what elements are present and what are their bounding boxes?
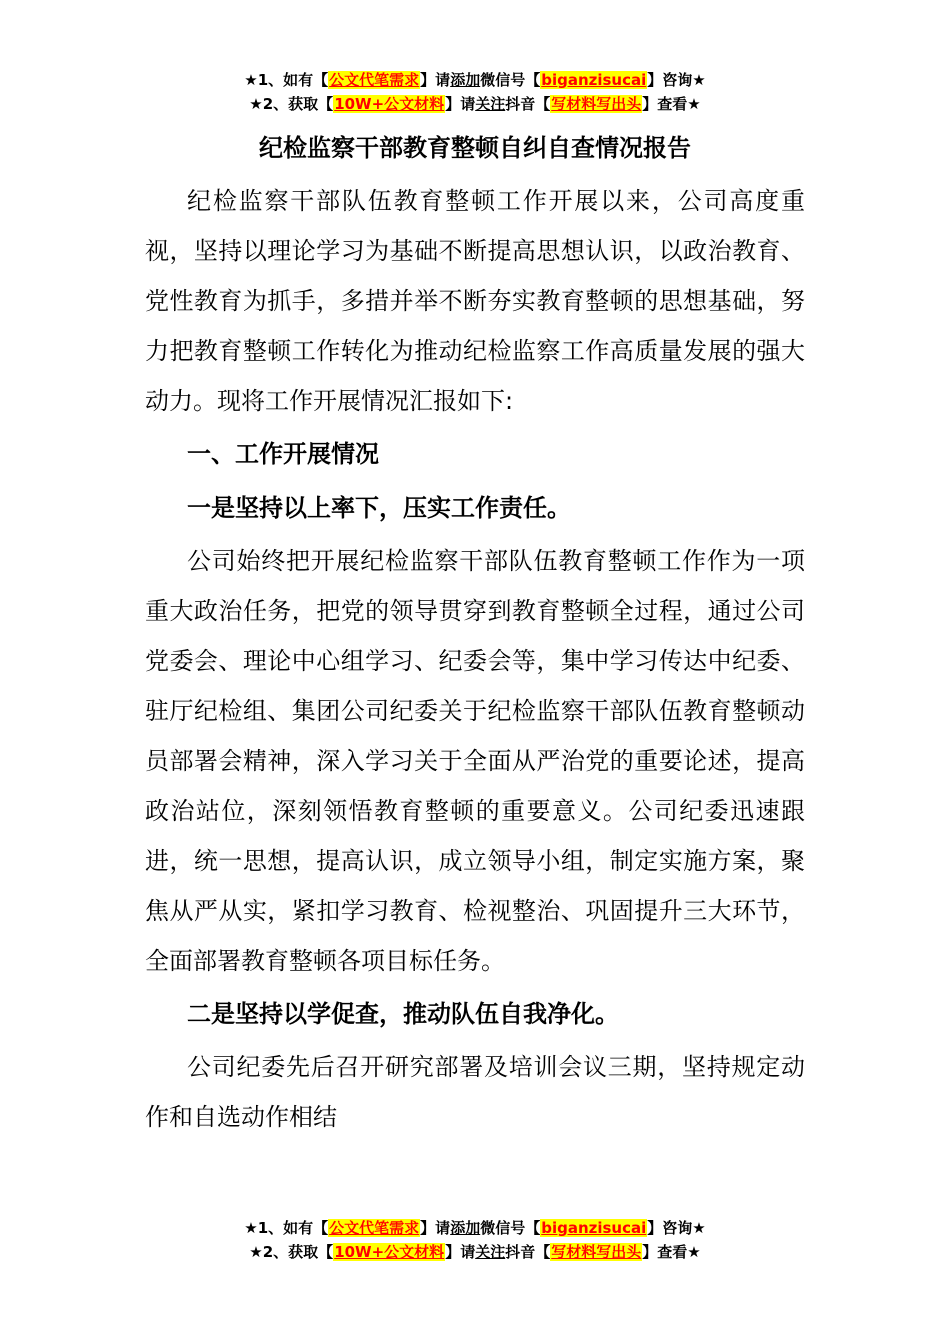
promo-line-2: ★2、获取【10W+公文材料】请关注抖音【写材料写出头】查看★ [249, 95, 701, 113]
body-paragraph: 公司纪委先后召开研究部署及培训会议三期，坚持规定动作和自选动作相结 [145, 1053, 805, 1131]
promo-line-2: ★2、获取【10W+公文材料】请关注抖音【写材料写出头】查看★ [249, 1243, 701, 1261]
intro-paragraph: 纪检监察干部队伍教育整顿工作开展以来，公司高度重视，坚持以理论学习为基础不断提高思想认识，以政治教育、党性教育为抓手，多措并举不断夯实教育整顿的思想基础，努力把教育整顿工作转化为推动纪检监察工作高质量发展的强大动力。现将工作开展情况汇报如下: [145, 187, 805, 415]
promo-banner-bottom [0, 1216, 950, 1264]
promo-line-1: ★1、如有【公文代笔需求】请添加微信号【biganzisucai】咨询★ [244, 71, 706, 89]
promo-highlight: 公文代笔需求 [329, 1219, 420, 1237]
promo-highlight: 10W+公文材料 [334, 1243, 445, 1261]
subsection-heading: 一是坚持以上率下，压实工作责任。 [187, 494, 571, 522]
douyin-account-highlight: 写材料写出头 [551, 1243, 642, 1261]
promo-line-1: ★1、如有【公文代笔需求】请添加微信号【biganzisucai】咨询★ [244, 1219, 706, 1237]
document-title: 纪检监察干部教育整顿自纠自查情况报告 [259, 134, 691, 162]
document-body [145, 176, 805, 1142]
promo-banner-top [0, 68, 950, 116]
subsection-heading: 二是坚持以学促查，推动队伍自我净化。 [187, 1000, 619, 1028]
promo-highlight: 公文代笔需求 [329, 71, 420, 89]
body-paragraph: 公司始终把开展纪检监察干部队伍教育整顿工作作为一项重大政治任务，把党的领导贯穿到教育整顿全过程，通过公司党委会、理论中心组学习、纪委会等，集中学习传达中纪委、驻厅纪检组、集团公司纪委关于纪检监察干部队伍教育整顿动员部署会精神，深入学习关于全面从严治党的重要论述，提高政治站位，深刻领悟教育整顿的重要意义。公司纪委迅速跟进，统一思想，提高认识，成立领导小组，制定实施方案，聚焦从严从实，紧扣学习教育、检视整治、巩固提升三大环节，全面部署教育整顿各项目标任务。 [145, 547, 805, 975]
wechat-id-highlight: biganzisucai [541, 1219, 647, 1237]
douyin-account-highlight: 写材料写出头 [551, 95, 642, 113]
promo-highlight: 10W+公文材料 [334, 95, 445, 113]
wechat-id-highlight: biganzisucai [541, 71, 647, 89]
section-heading: 一、工作开展情况 [187, 440, 379, 468]
